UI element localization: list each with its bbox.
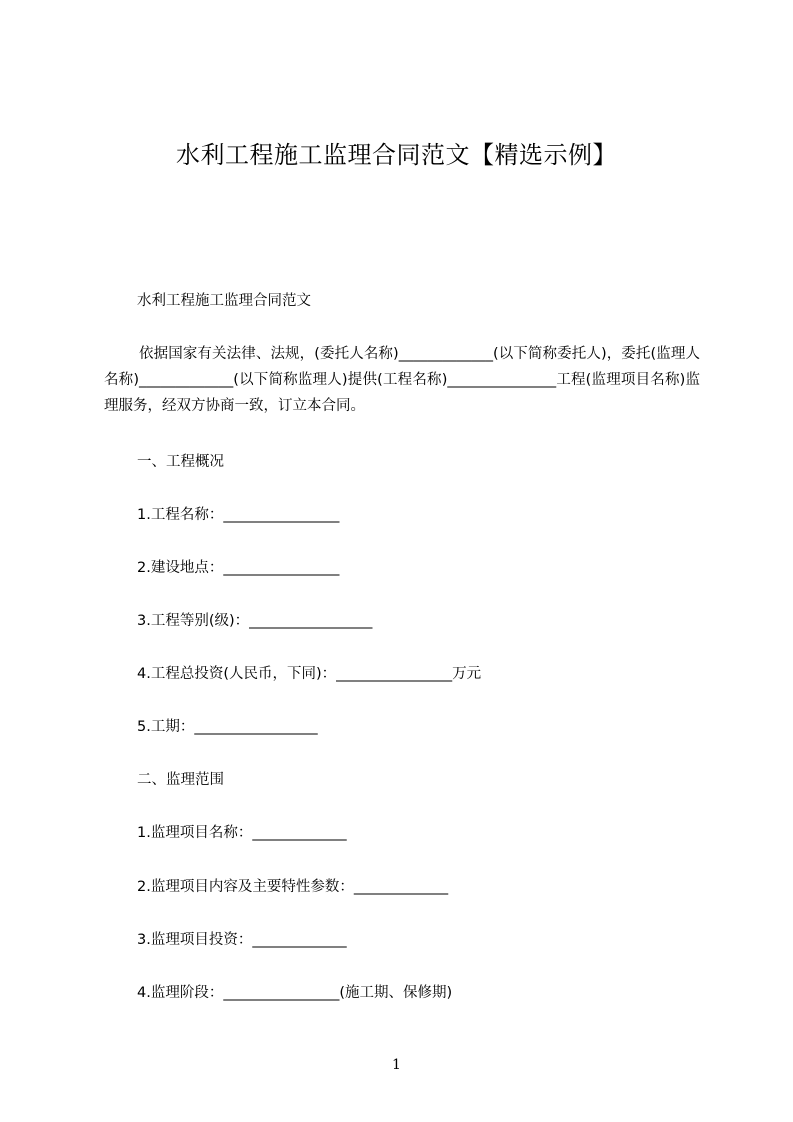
page-number: 1 (392, 1057, 401, 1073)
list-item: 3.工程等别(级)：_________________ (137, 613, 373, 629)
document-subtitle: 水利工程施工监理合同范文 (137, 293, 311, 309)
list-item: 4.工程总投资(人民币，下同)：________________万元 (137, 666, 482, 682)
list-item: 1.监理项目名称：_____________ (137, 825, 347, 841)
list-item: 5.工期：_________________ (137, 719, 318, 735)
list-item: 3.监理项目投资：_____________ (137, 932, 347, 948)
intro-text: 依据国家有关法律、法规，(委托人名称)_____________(以下简称委托人)，委托(监理人名称)_____________(以下简称监理人)提供(工程名称)_______________工程(监理项目名称)监理服务，经双方协商一致，订立本合同。 (104, 346, 700, 414)
list-item: 2.监理项目内容及主要特性参数：_____________ (137, 879, 449, 895)
list-item: 1.工程名称：________________ (137, 507, 340, 523)
list-item: 2.建设地点：________________ (137, 560, 340, 576)
intro-paragraph (104, 341, 700, 419)
section-heading-project-overview: 一、工程概况 (137, 454, 224, 470)
list-item: 4.监理阶段：________________(施工期、保修期) (137, 985, 453, 1001)
document-title: 水利工程施工监理合同范文【精选示例】 (176, 141, 617, 169)
section-heading-supervision-scope: 二、监理范围 (137, 772, 224, 788)
